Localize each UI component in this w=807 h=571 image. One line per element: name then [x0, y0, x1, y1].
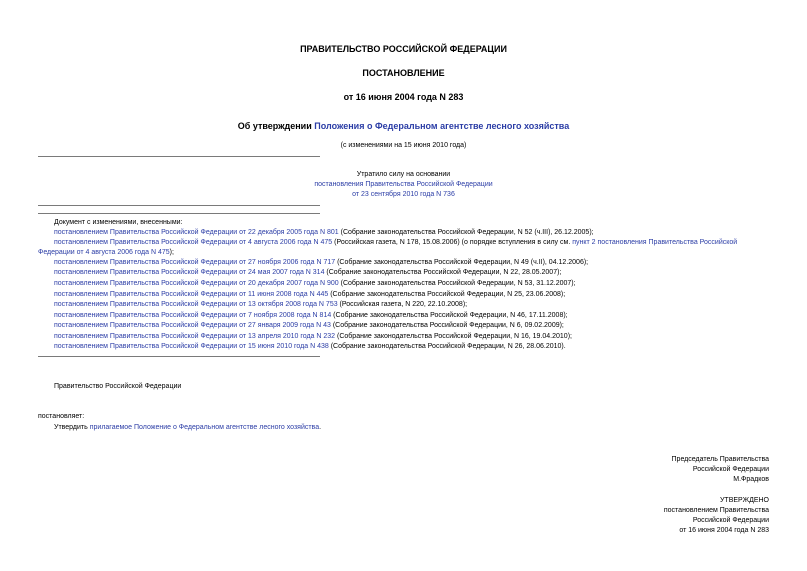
expired-line-1: Утратило силу на основании [356, 171, 451, 178]
amendment-link[interactable]: постановлением Правительства Российской Федерации от 4 августа 2006 года N 475 [54, 239, 333, 246]
approve-prefix: Утвердить [54, 424, 90, 431]
approved-line-4: от 16 июня 2004 года N 283 [679, 527, 769, 534]
amendment-link[interactable]: постановлением Правительства Российской Федерации от 22 декабря 2005 года N 801 [54, 229, 339, 236]
amendment-source: (Собрание законодательства Российской Федерации, N 22, 28.05.2007); [324, 269, 562, 276]
amendment-source: ); [169, 249, 174, 256]
government-name: Правительство Российской Федерации [54, 383, 182, 390]
expired-link-2[interactable]: от 23 сентября 2010 года N 736 [352, 191, 455, 198]
expired-link-1[interactable]: постановления Правительства Российской Федерации [314, 181, 493, 188]
divider [38, 156, 320, 157]
approved-heading: УТВЕРЖДЕНО [719, 497, 769, 504]
attached-regulation-link[interactable]: прилагаемое Положение о Федеральном агентстве лесного хозяйства [89, 424, 320, 431]
amendment-link[interactable]: пункт 2 постановления Правительства Российской [572, 239, 738, 246]
decrees-text: постановляет: [38, 413, 85, 420]
approve-clause [54, 423, 321, 432]
amendment-item [54, 258, 588, 267]
signature-country: Российской Федерации [692, 466, 769, 473]
amendment-link[interactable]: постановлением Правительства Российской Федерации от 13 апреля 2010 года N 232 [54, 333, 336, 340]
title-prefix: Об утверждении [237, 121, 315, 131]
amendment-source: (Собрание законодательства Российской Федерации, N 26, 28.06.2010). [328, 343, 566, 350]
amendment-item [54, 311, 568, 320]
amendments-heading: Документ с изменениями, внесенными: [54, 219, 183, 226]
document-date: от 16 июня 2004 года N 283 [343, 92, 464, 102]
amendment-source: (Собрание законодательства Российской Федерации, N 46, 17.11.2008); [331, 312, 568, 319]
document-type: ПОСТАНОВЛЕНИЕ [362, 68, 445, 78]
amendment-item [54, 268, 561, 277]
amendment-link[interactable]: постановлением Правительства Российской Федерации от 20 декабря 2007 года N 900 [54, 280, 339, 287]
amendment-item [54, 290, 565, 299]
approved-line-2: постановлением Правительства [663, 507, 769, 514]
amendment-link[interactable]: постановлением Правительства Российской Федерации от 27 января 2009 года N 43 [54, 322, 331, 329]
amendment-item-continuation [38, 248, 174, 257]
document-title [0, 121, 807, 131]
amendment-link[interactable]: Федерации от 4 августа 2006 года N 475 [38, 249, 170, 256]
divider [38, 356, 320, 357]
amendment-source: (Российская газета, N 220, 22.10.2008); [337, 301, 468, 308]
approved-block [664, 496, 769, 536]
amendment-source: (Собрание законодательства Российской Федерации, N 53, 31.12.2007); [338, 280, 576, 287]
amendment-link[interactable]: постановлением Правительства Российской Федерации от 13 октября 2008 года N 753 [54, 301, 338, 308]
approve-suffix: . [319, 424, 322, 431]
divider [38, 205, 320, 206]
approved-line-3: Российской Федерации [692, 517, 769, 524]
amendment-item [54, 300, 467, 309]
amendment-item [54, 321, 564, 330]
amendment-source: (Собрание законодательства Российской Федерации, N 49 (ч.II), 04.12.2006); [335, 259, 589, 266]
amendment-source: (Собрание законодательства Российской Федерации, N 16, 19.04.2010); [335, 333, 572, 340]
amendment-item [54, 342, 566, 351]
amendment-item [54, 279, 576, 288]
amendment-link[interactable]: постановлением Правительства Российской Федерации от 11 июня 2008 года N 445 [54, 291, 329, 298]
amendment-link[interactable]: постановлением Правительства Российской Федерации от 24 мая 2007 года N 314 [54, 269, 325, 276]
signature-position: Председатель Правительства [671, 456, 769, 463]
amendment-source: (Собрание законодательства Российской Федерации, N 52 (ч.III), 26.12.2005); [338, 229, 594, 236]
amendment-item [54, 332, 572, 341]
divider [38, 213, 320, 214]
amendment-item [54, 228, 594, 237]
changes-note: (с изменениями на 15 июня 2010 года) [340, 142, 467, 149]
title-regulation-link[interactable]: Положения о Федеральном агентстве лесного хозяйства [314, 121, 570, 131]
amendment-source: (Собрание законодательства Российской Федерации, N 6, 09.02.2009); [330, 322, 564, 329]
amendment-item [54, 238, 737, 247]
amendment-link[interactable]: постановлением Правительства Российской Федерации от 15 июня 2010 года N 438 [54, 343, 329, 350]
government-heading: ПРАВИТЕЛЬСТВО РОССИЙСКОЙ ФЕДЕРАЦИИ [300, 44, 507, 54]
signature-name: М.Фрадков [733, 476, 769, 483]
amendment-link[interactable]: постановлением Правительства Российской Федерации от 27 ноября 2006 года N 717 [54, 259, 336, 266]
amendment-source: (Собрание законодательства Российской Федерации, N 25, 23.06.2008); [328, 291, 566, 298]
amendment-source: (Российская газета, N 178, 15.08.2006) (о порядке вступления в силу см. [332, 239, 573, 246]
signature-block [672, 455, 769, 485]
amendment-link[interactable]: постановлением Правительства Российской Федерации от 7 ноября 2008 года N 814 [54, 312, 332, 319]
